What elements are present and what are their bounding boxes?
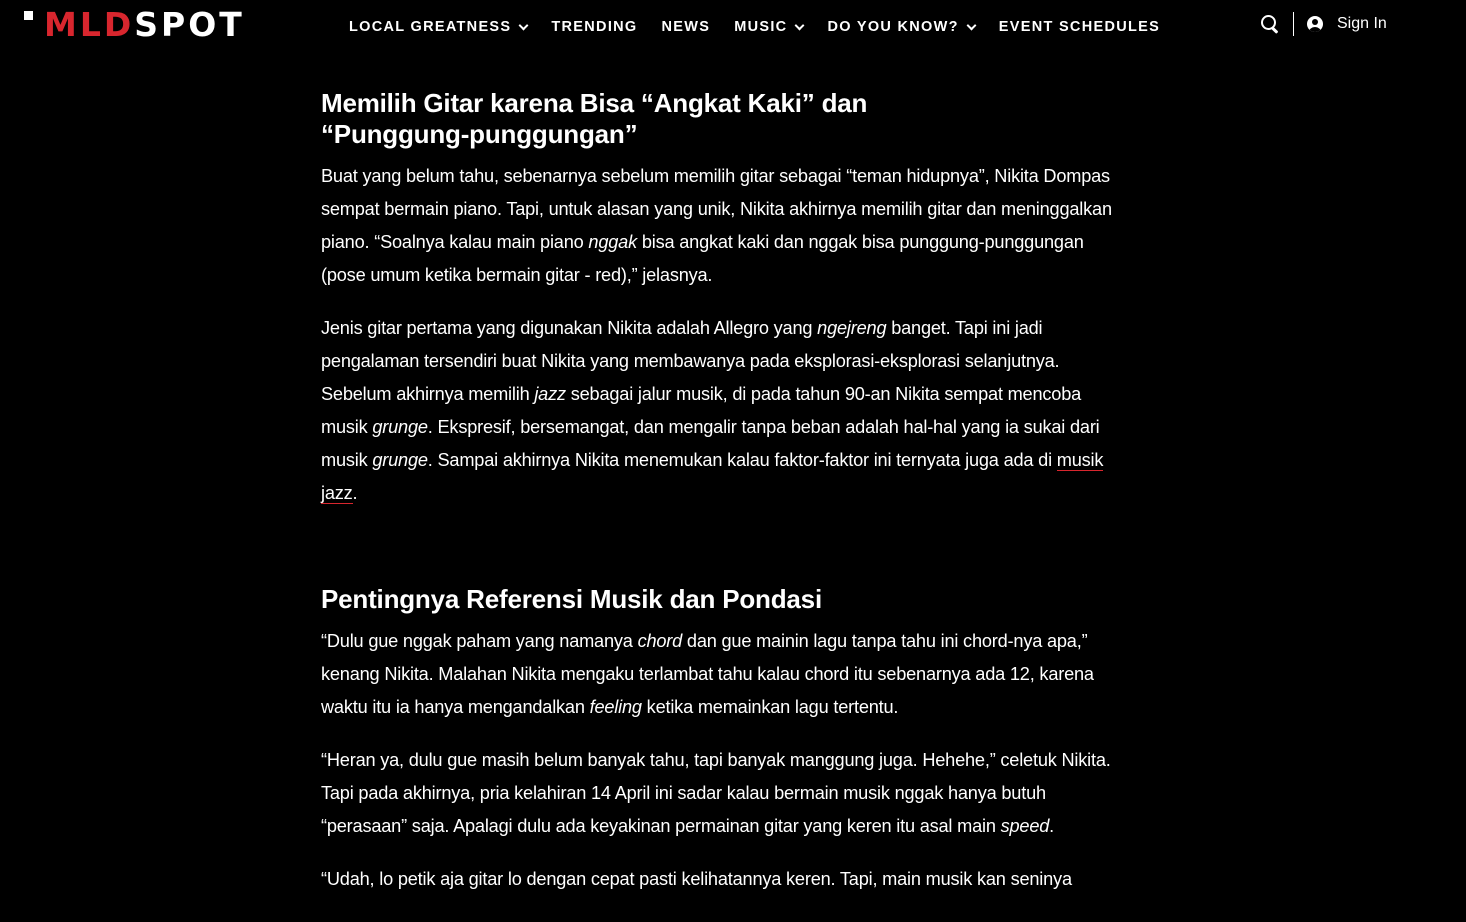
main-nav	[349, 17, 1184, 37]
article-body	[321, 88, 1121, 916]
nav-label: DO YOU KNOW?	[827, 19, 959, 35]
nav-item-news[interactable]	[662, 19, 711, 35]
nav-label: EVENT SCHEDULES	[998, 19, 1161, 35]
text-run: dan gue mainin lagu tanpa tahu ini chord-nya apa,” kenang Nikita. Malahan Nikita mengaku terlambat tahu kalau chord itu sebenarnya ada 12, karena waktu itu ia hanya mengandalkan	[321, 631, 1094, 717]
sign-in-link[interactable]: Sign In	[1337, 15, 1387, 32]
text-run: sebagai jalur musik, di pada tahun 90-an Nikita sempat mencoba musik	[321, 384, 1082, 437]
text-run: .	[1049, 816, 1055, 836]
italic-run: chord	[637, 631, 683, 651]
paragraph	[321, 625, 1121, 724]
section-heading: Pentingnya Referensi Musik dan Pondasi	[321, 584, 822, 614]
text-run: bisa angkat kaki dan nggak bisa punggung-punggungan (pose umum ketika bermain gitar - red),” jelasnya.	[321, 232, 1084, 285]
text-run: Buat yang belum tahu, sebenarnya sebelum memilih gitar sebagai “teman hidupnya”, Nikita Dompas sempat bermain piano. Tapi, untuk alasan yang unik, Nikita akhirnya memilih gitar dan meninggalkan piano. “Soalnya kalau main piano	[321, 166, 1112, 252]
nav-label: LOCAL GREATNESS	[349, 19, 512, 35]
site-logo[interactable]	[24, 7, 245, 43]
nav-item-do-you-know[interactable]	[827, 19, 974, 35]
italic-run: ngejreng	[817, 318, 887, 338]
nav-item-local-greatness[interactable]	[349, 19, 527, 35]
text-run: banget. Tapi ini jadi pengalaman tersendiri buat Nikita yang membawanya pada eksplorasi-eksplorasi selanjutnya. Sebelum akhirnya memilih	[321, 318, 1060, 404]
paragraph	[321, 312, 1121, 510]
search-icon[interactable]	[1260, 14, 1280, 34]
logo-part-white: SPOT	[134, 5, 245, 44]
text-run: ketika memainkan lagu tertentu.	[641, 697, 899, 717]
text-run: Jenis gitar pertama yang digunakan Nikita adalah Allegro yang	[321, 318, 818, 338]
text-run: .	[352, 483, 358, 503]
paragraph	[321, 863, 1121, 896]
nav-item-event-schedules[interactable]	[999, 19, 1160, 35]
text-run: . Ekspresif, bersemangat, dan mengalir tanpa beban adalah hal-hal yang ia sukai dari musik	[321, 417, 1100, 470]
nav-label: NEWS	[661, 19, 711, 35]
header-tools	[1260, 12, 1387, 36]
section-heading: Memilih Gitar karena Bisa “Angkat Kaki” dan “Punggung-punggungan”	[321, 88, 868, 149]
nav-item-music[interactable]	[734, 19, 803, 35]
logo-part-red: MLD	[44, 5, 135, 44]
logo-wordmark	[44, 7, 245, 43]
italic-run: nggak	[588, 232, 637, 252]
logo-square-mark	[24, 11, 33, 20]
text-run: . Sampai akhirnya Nikita menemukan kalau faktor-faktor ini ternyata juga ada di	[427, 450, 1057, 470]
nav-label: MUSIC	[734, 19, 788, 35]
italic-run: feeling	[589, 697, 642, 717]
italic-run: jazz	[534, 384, 566, 404]
chevron-down-icon	[519, 20, 529, 30]
nav-label: TRENDING	[551, 19, 638, 35]
chevron-down-icon	[795, 20, 805, 30]
text-run: “Heran ya, dulu gue masih belum banyak tahu, tapi banyak manggung juga. Hehehe,” celetuk Nikita. Tapi pada akhirnya, pria kelahiran 14 April ini sadar kalau bermain musik nggak hanya butuh “perasaan” saja. Apalagi dulu ada keyakinan permainan gitar yang keren itu asal main	[321, 750, 1111, 836]
musik-jazz-link[interactable]: musik jazz	[321, 450, 1104, 503]
chevron-down-icon	[966, 20, 976, 30]
italic-run: grunge	[372, 450, 428, 470]
italic-run: grunge	[372, 417, 428, 437]
paragraph	[321, 160, 1121, 292]
site-header	[0, 0, 1466, 52]
text-run: “Dulu gue nggak paham yang namanya	[321, 631, 638, 651]
user-circle-icon[interactable]	[1307, 16, 1323, 32]
nav-item-trending[interactable]	[551, 19, 637, 35]
paragraph	[321, 744, 1121, 843]
text-run: “Udah, lo petik aja gitar lo dengan cepat pasti kelihatannya keren. Tapi, main musik kan seninya	[321, 869, 1072, 889]
header-divider	[1293, 12, 1294, 36]
italic-run: speed	[1000, 816, 1050, 836]
